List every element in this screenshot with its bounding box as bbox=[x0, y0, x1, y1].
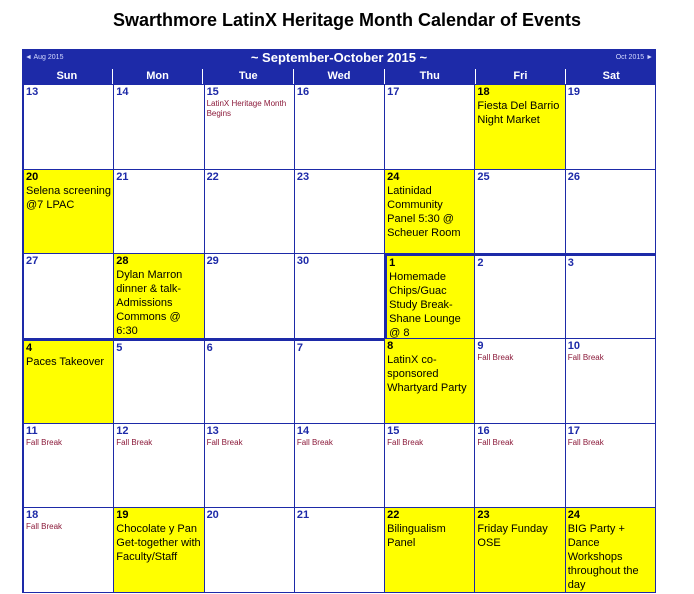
day-number: 22 bbox=[387, 509, 400, 522]
weekday-tue: Tue bbox=[203, 69, 294, 84]
calendar-day-cell[interactable] bbox=[205, 508, 295, 593]
calendar-day-cell[interactable] bbox=[24, 508, 114, 593]
calendar-day-cell[interactable] bbox=[295, 424, 385, 509]
day-number: 28 bbox=[116, 255, 129, 268]
calendar-day-cell[interactable] bbox=[24, 424, 114, 509]
event-text: Fall Break bbox=[477, 437, 514, 447]
calendar-day-cell[interactable] bbox=[385, 170, 475, 255]
calendar-day-cell[interactable] bbox=[205, 170, 295, 255]
day-number: 4 bbox=[26, 341, 33, 354]
calendar-day-cell[interactable] bbox=[475, 339, 565, 424]
event-text: Bilingualism Panel bbox=[387, 523, 446, 550]
event-text: Fall Break bbox=[116, 437, 153, 447]
event-text: Fall Break bbox=[567, 352, 604, 362]
event-text: Fall Break bbox=[387, 437, 424, 447]
day-number: 13 bbox=[206, 424, 219, 437]
day-number: 23 bbox=[296, 170, 310, 183]
calendar-day-cell[interactable] bbox=[114, 424, 204, 509]
day-number: 19 bbox=[116, 509, 129, 522]
day-number: 16 bbox=[296, 86, 310, 98]
day-number: 16 bbox=[477, 424, 490, 437]
event-text: Dylan Marron dinner & talk-Admissions Commons @ 6:30 bbox=[116, 269, 183, 338]
day-number: 18 bbox=[477, 86, 490, 98]
weekday-sat: Sat bbox=[566, 69, 656, 84]
calendar-day-cell[interactable] bbox=[566, 254, 656, 339]
day-number: 18 bbox=[26, 509, 39, 522]
calendar-day-cell[interactable] bbox=[295, 170, 385, 255]
day-number: 13 bbox=[26, 86, 39, 98]
calendar-day-cell[interactable] bbox=[205, 254, 295, 339]
calendar-day-cell[interactable] bbox=[24, 170, 114, 255]
event-text: Latinidad Community Panel 5:30 @ Scheuer Room bbox=[387, 184, 461, 239]
event-text: Selena screening @7 LPAC bbox=[26, 184, 112, 211]
month-title: ~ September-October 2015 ~ bbox=[250, 50, 428, 65]
event-text: Fiesta Del Barrio Night Market bbox=[477, 100, 560, 126]
event-text: Fall Break bbox=[26, 437, 63, 447]
day-number: 25 bbox=[477, 170, 490, 183]
prev-month-link[interactable]: ◄ Aug 2015 bbox=[25, 54, 64, 61]
weekday-thu: Thu bbox=[385, 69, 476, 84]
event-text: Paces Takeover bbox=[26, 355, 105, 368]
day-number: 26 bbox=[567, 170, 580, 183]
day-number: 15 bbox=[206, 86, 219, 98]
event-text: Fall Break bbox=[206, 437, 243, 447]
day-number: 14 bbox=[296, 424, 310, 437]
day-number: 30 bbox=[296, 255, 310, 268]
day-number: 17 bbox=[567, 424, 580, 437]
event-text: Friday Funday OSE bbox=[477, 523, 548, 550]
calendar-day-cell[interactable] bbox=[114, 254, 204, 339]
day-number: 20 bbox=[26, 170, 39, 183]
day-number: 17 bbox=[387, 86, 400, 98]
calendar-day-cell[interactable] bbox=[295, 339, 385, 424]
day-number: 15 bbox=[387, 424, 400, 437]
calendar-day-cell[interactable] bbox=[475, 424, 565, 509]
event-text: LatinX co-sponsored Whartyard Party bbox=[387, 353, 467, 394]
day-number: 8 bbox=[387, 339, 394, 352]
calendar-day-cell[interactable] bbox=[295, 254, 385, 339]
calendar-day-cell[interactable] bbox=[475, 508, 565, 593]
event-text: BIG Party + Dance Workshops throughout the day bbox=[567, 523, 639, 592]
calendar-day-cell[interactable] bbox=[114, 170, 204, 255]
day-number: 1 bbox=[389, 257, 396, 270]
event-text: Chocolate y Pan Get-together with Faculty/Staff bbox=[116, 523, 201, 564]
calendar-day-cell[interactable] bbox=[205, 424, 295, 509]
weekday-wed: Wed bbox=[294, 69, 385, 84]
calendar-day-cell[interactable] bbox=[24, 254, 114, 339]
calendar-day-cell[interactable] bbox=[566, 85, 656, 170]
day-number: 5 bbox=[116, 341, 123, 354]
day-number: 11 bbox=[26, 424, 38, 437]
event-text: Fall Break bbox=[477, 352, 514, 362]
calendar-day-cell[interactable] bbox=[295, 508, 385, 593]
day-number: 22 bbox=[206, 170, 219, 183]
calendar-day-cell[interactable] bbox=[566, 508, 656, 593]
calendar-day-cell[interactable] bbox=[385, 85, 475, 170]
event-text: LatinX Heritage Month Begins bbox=[206, 99, 287, 118]
calendar-day-cell[interactable] bbox=[114, 339, 204, 424]
day-number: 7 bbox=[296, 341, 303, 354]
calendar-day-cell[interactable] bbox=[475, 85, 565, 170]
calendar-day-cell[interactable] bbox=[385, 508, 475, 593]
day-number: 9 bbox=[477, 339, 484, 352]
day-number: 19 bbox=[567, 86, 580, 98]
calendar-day-cell[interactable] bbox=[114, 508, 204, 593]
day-number: 29 bbox=[206, 255, 219, 268]
day-number: 2 bbox=[477, 257, 484, 270]
weekday-fri: Fri bbox=[476, 69, 567, 84]
calendar-day-cell[interactable] bbox=[114, 85, 204, 170]
calendar-day-cell[interactable] bbox=[385, 339, 475, 424]
weekday-header bbox=[22, 69, 656, 84]
day-number: 10 bbox=[567, 339, 580, 352]
day-number: 6 bbox=[206, 341, 213, 354]
page-title: Swarthmore LatinX Heritage Month Calendar of Events bbox=[112, 10, 582, 30]
calendar-day-cell[interactable] bbox=[24, 339, 114, 424]
event-text: Fall Break bbox=[26, 522, 63, 532]
calendar-day-cell[interactable] bbox=[205, 85, 295, 170]
calendar bbox=[22, 49, 656, 593]
day-number: 27 bbox=[26, 255, 39, 268]
day-number: 23 bbox=[477, 509, 490, 522]
day-number: 21 bbox=[116, 170, 129, 183]
calendar-day-cell[interactable] bbox=[475, 254, 565, 339]
day-number: 14 bbox=[116, 86, 129, 98]
calendar-day-cell[interactable] bbox=[566, 339, 656, 424]
day-number: 24 bbox=[567, 509, 580, 522]
calendar-day-cell[interactable] bbox=[475, 170, 565, 255]
calendar-day-cell[interactable] bbox=[205, 339, 295, 424]
calendar-day-cell[interactable] bbox=[385, 424, 475, 509]
calendar-day-cell[interactable] bbox=[566, 170, 656, 255]
day-number: 3 bbox=[567, 257, 574, 270]
day-number: 12 bbox=[116, 424, 129, 437]
calendar-day-cell[interactable] bbox=[24, 85, 114, 170]
event-text: Fall Break bbox=[296, 437, 333, 447]
event-text: Fall Break bbox=[567, 437, 604, 447]
day-number: 21 bbox=[296, 509, 310, 522]
day-number: 20 bbox=[206, 509, 219, 522]
calendar-nav-bar bbox=[22, 49, 656, 69]
day-number: 24 bbox=[387, 170, 400, 183]
next-month-link[interactable]: Oct 2015 ► bbox=[615, 54, 653, 61]
calendar-day-cell[interactable] bbox=[385, 254, 475, 339]
weekday-mon: Mon bbox=[113, 69, 204, 84]
calendar-day-cell[interactable] bbox=[566, 424, 656, 509]
event-text: Homemade Chips/Guac Study Break-Shane Lounge @ 8 bbox=[389, 271, 461, 339]
calendar-grid bbox=[22, 84, 656, 593]
calendar-day-cell[interactable] bbox=[295, 85, 385, 170]
weekday-sun: Sun bbox=[22, 69, 113, 84]
